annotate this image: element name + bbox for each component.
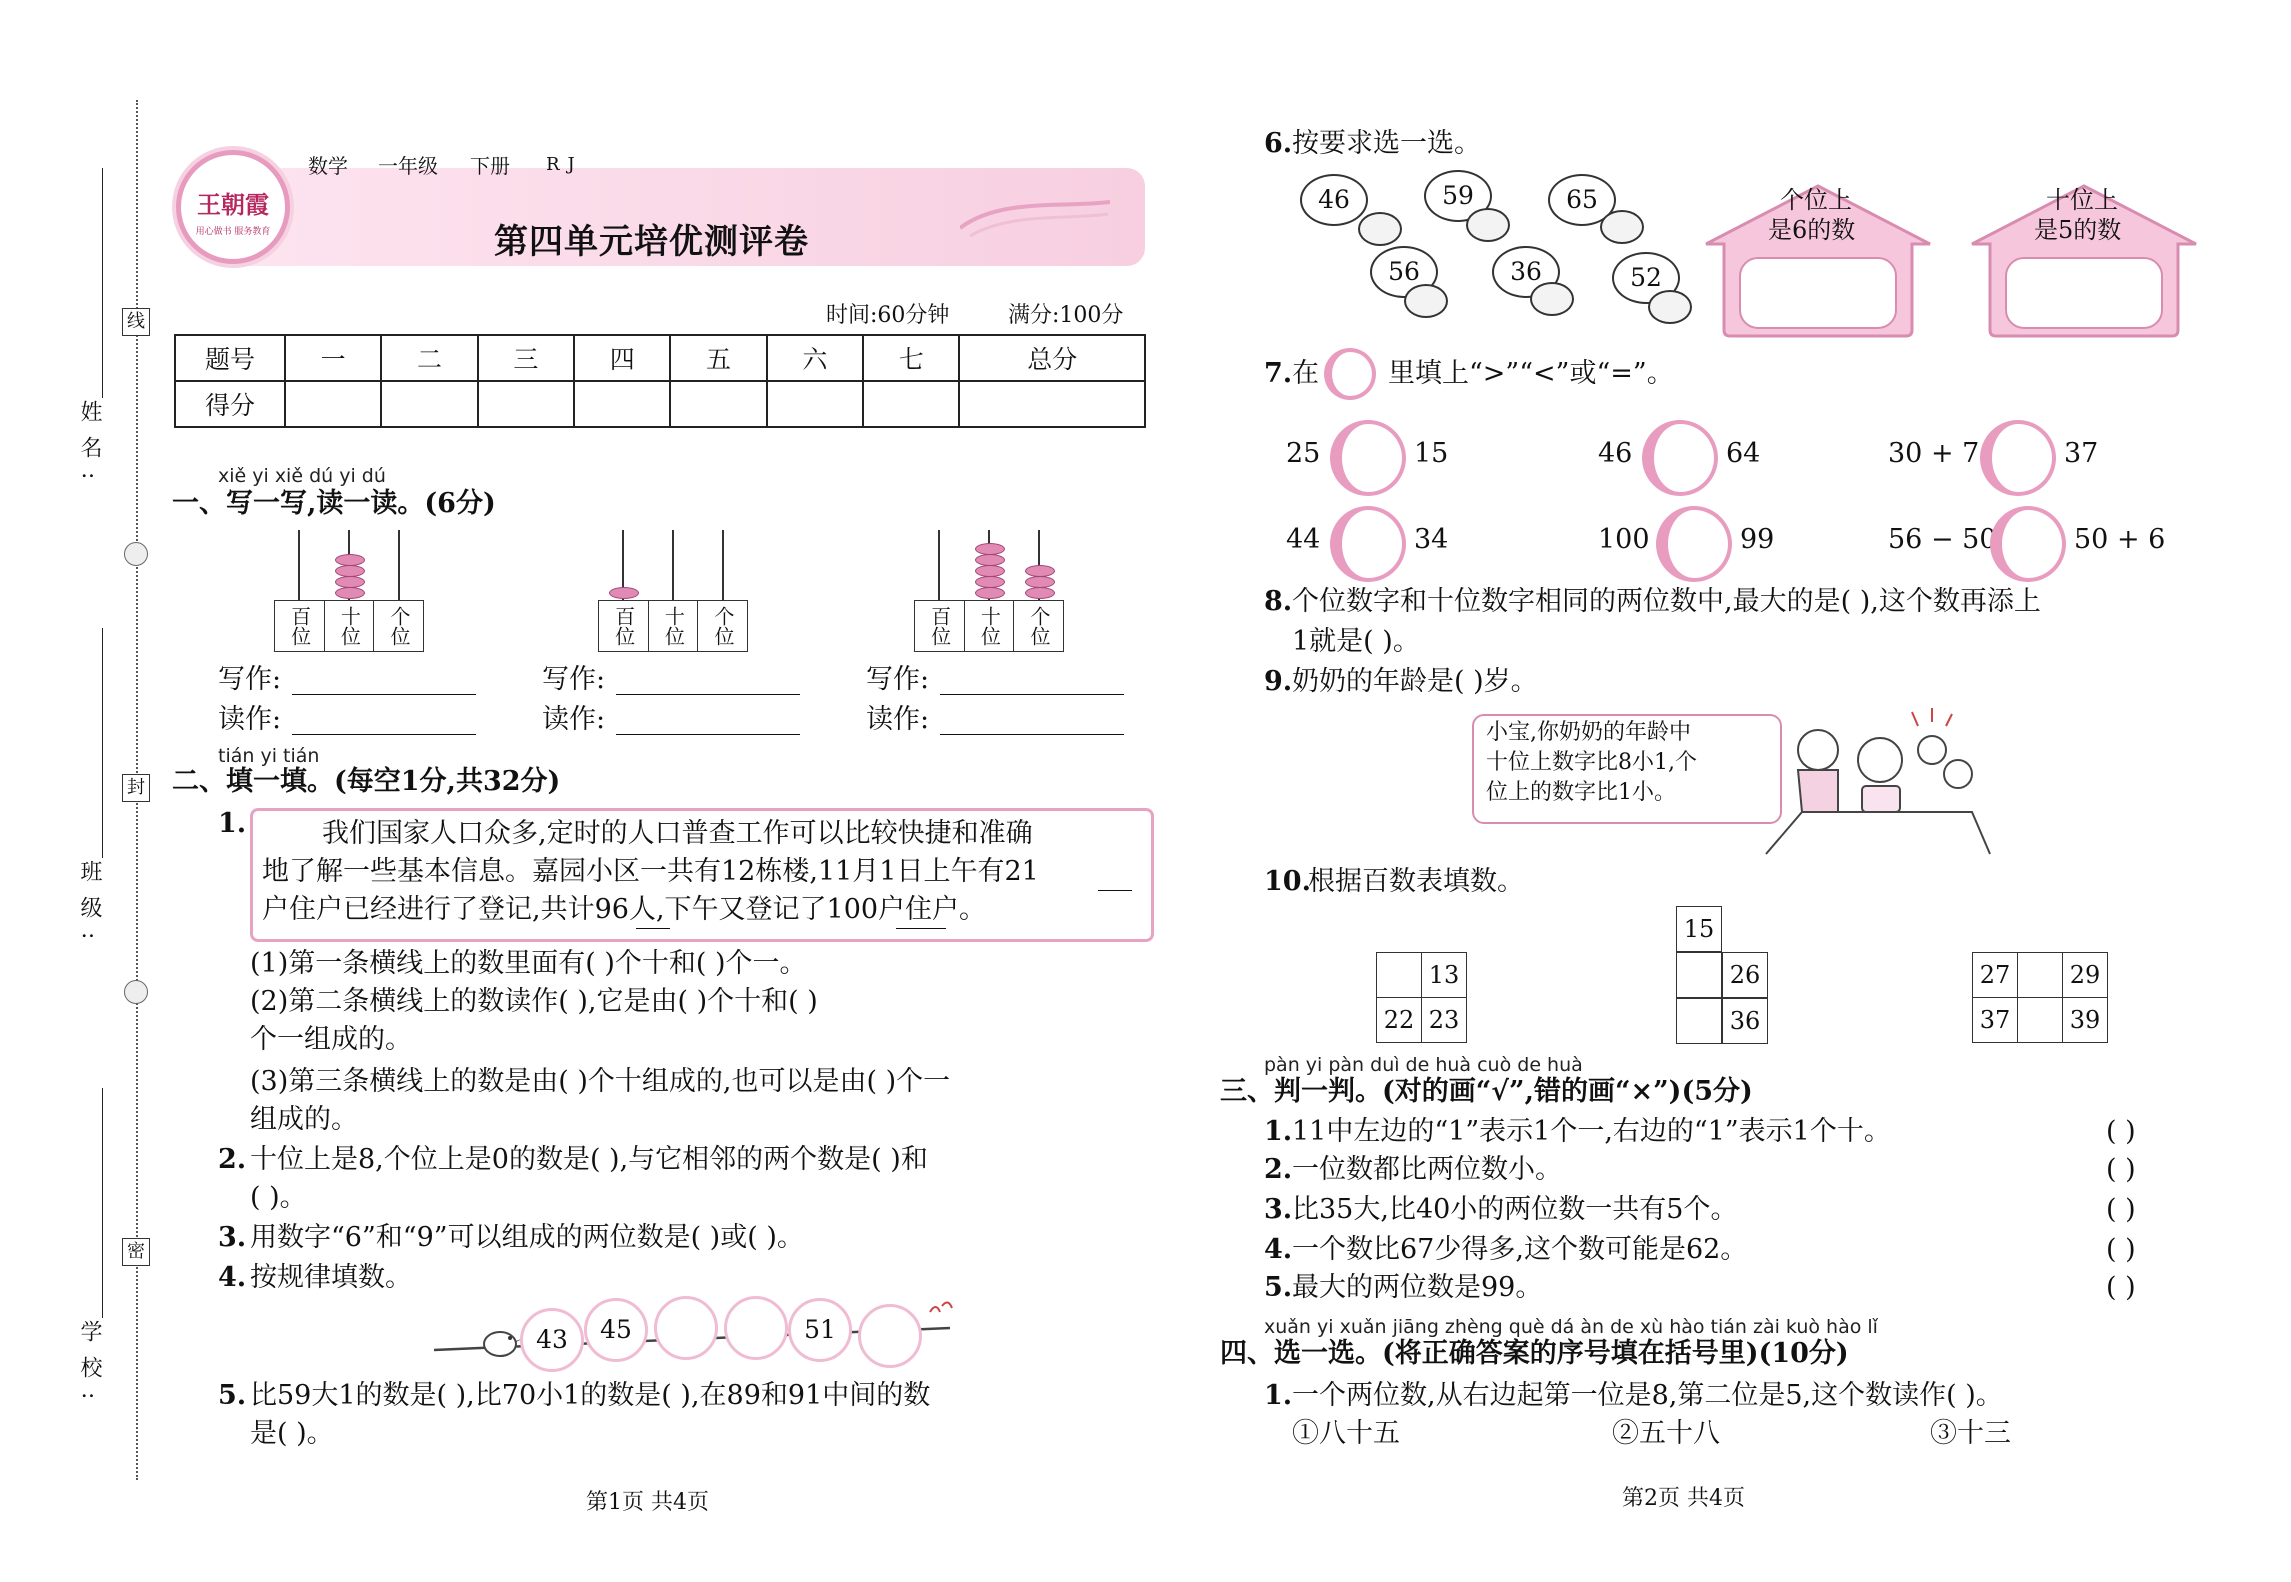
abacus-bead bbox=[975, 587, 1005, 599]
place-hundreds: 百位 bbox=[275, 601, 325, 651]
read-label-2: 读作: bbox=[542, 704, 606, 735]
compare-left: 100 bbox=[1598, 524, 1650, 555]
binding-line-mark: 线 bbox=[122, 308, 150, 336]
place-ones: 个位 bbox=[387, 606, 412, 646]
score-table-header-row bbox=[175, 335, 1145, 381]
place-tens: 十位 bbox=[965, 601, 1015, 651]
ant-number: 52 bbox=[1630, 263, 1662, 292]
grid-cell-blank[interactable] bbox=[2018, 953, 2063, 998]
judge-statement: 一个数比67少得多,这个数可能是62。 bbox=[1292, 1234, 1748, 1265]
section4-title: 四、选一选。(将正确答案的序号填在括号里)(10分) bbox=[1220, 1338, 1849, 1369]
score-input-cell[interactable] bbox=[959, 381, 1145, 427]
judge-number: 4. bbox=[1264, 1234, 1293, 1265]
brand-name: 王朝霞 bbox=[197, 190, 269, 219]
speech-line-2: 十位上数字比8小1,个 bbox=[1486, 750, 1697, 775]
house-2-line-2: 是5的数 bbox=[2034, 216, 2122, 244]
ant-body bbox=[1466, 208, 1510, 242]
compare-right: 50 + 6 bbox=[2074, 524, 2166, 555]
underline-21 bbox=[1098, 890, 1132, 891]
ant-body bbox=[1358, 212, 1402, 246]
sequence-value: 51 bbox=[804, 1315, 836, 1344]
ant-number: 59 bbox=[1442, 181, 1474, 210]
q3-text: 用数字“6”和“9”可以组成的两位数是( )或( )。 bbox=[250, 1222, 804, 1253]
place-tens: 十位 bbox=[649, 601, 699, 651]
q2-text: 十位上是8,个位上是0的数是( ),与它相邻的两个数是( )和 bbox=[250, 1144, 928, 1175]
judge-statement: 最大的两位数是99。 bbox=[1292, 1272, 1543, 1303]
sequence-bubble-4[interactable] bbox=[724, 1296, 788, 1360]
compare-moon-slot[interactable] bbox=[1330, 506, 1406, 582]
q6-text: 按要求选一选。 bbox=[1292, 128, 1481, 159]
section3-title: 三、判一判。(对的画“√”,错的画“×”)(5分) bbox=[1220, 1076, 1753, 1107]
write-label-2: 写作: bbox=[542, 664, 606, 695]
score-cell: 题号 bbox=[175, 335, 285, 381]
score-input-cell[interactable] bbox=[863, 381, 959, 427]
write-label-3: 写作: bbox=[866, 664, 930, 695]
score-cell: 七 bbox=[863, 335, 959, 381]
ant-body bbox=[1600, 210, 1644, 244]
question-number: 9. bbox=[1264, 666, 1293, 697]
place-ones: 个位 bbox=[711, 606, 736, 646]
sequence-bubble-1 bbox=[520, 1308, 584, 1372]
score-cell: 二 bbox=[381, 335, 477, 381]
binding-name-label: 姓名: bbox=[77, 400, 102, 494]
full-score: 满分:100分 bbox=[1008, 303, 1124, 328]
q9-text: 奶奶的年龄是( )岁。 bbox=[1292, 666, 1538, 697]
hundreds-grid-2 bbox=[1676, 906, 1768, 1044]
score-table-score-row bbox=[175, 381, 1145, 427]
hundreds-grid-3 bbox=[1972, 952, 2108, 1043]
underline-100 bbox=[896, 928, 946, 929]
abacus-bead bbox=[335, 587, 365, 599]
question-number: 7. bbox=[1264, 358, 1293, 389]
binding-class-label: 班级: bbox=[77, 860, 102, 954]
score-cell: 六 bbox=[767, 335, 863, 381]
judge-answer-paren[interactable]: ( ) bbox=[2106, 1234, 2136, 1265]
question-number: 8. bbox=[1264, 586, 1293, 617]
read-answer-line-3[interactable] bbox=[940, 734, 1124, 735]
score-row-label: 得分 bbox=[175, 381, 285, 427]
s4-q1-text: 一个两位数,从右边起第一位是8,第二位是5,这个数读作( )。 bbox=[1292, 1380, 2003, 1411]
judge-number: 2. bbox=[1264, 1154, 1293, 1185]
compare-left: 46 bbox=[1598, 438, 1633, 469]
grid-cell: 26 bbox=[1722, 952, 1768, 998]
page-footer-1: 第1页 共4页 bbox=[586, 1490, 709, 1515]
question-number: 5. bbox=[218, 1380, 247, 1411]
subject-label: 数学 bbox=[308, 154, 348, 178]
house-1-line-1: 个位上 bbox=[1780, 186, 1852, 214]
score-input-cell[interactable] bbox=[285, 381, 381, 427]
grid-cell: 27 bbox=[1973, 953, 2018, 998]
q8-text: 个位数字和十位数字相同的两位数中,最大的是( ),这个数再添上 bbox=[1292, 586, 2041, 617]
section3-pinyin: pàn yi pàn duì de huà cuò de huà bbox=[1264, 1054, 1583, 1076]
score-table bbox=[174, 334, 1146, 428]
compare-moon-slot[interactable] bbox=[1330, 420, 1406, 496]
page-footer-2: 第2页 共4页 bbox=[1622, 1486, 1745, 1511]
score-input-cell[interactable] bbox=[767, 381, 863, 427]
score-cell: 总分 bbox=[959, 335, 1145, 381]
judge-statement: 一位数都比两位数小。 bbox=[1292, 1154, 1562, 1185]
q1-sub1: (1)第一条横线上的数里面有( )个十和( )个一。 bbox=[250, 948, 807, 979]
term-label: 下册 bbox=[470, 154, 510, 178]
question-number: 2. bbox=[218, 1144, 247, 1175]
edition-label: RJ bbox=[546, 154, 583, 175]
ant-body bbox=[1530, 282, 1574, 316]
brand-logo bbox=[176, 150, 290, 264]
compare-right: 37 bbox=[2064, 438, 2099, 469]
section2-pinyin: tián yi tián bbox=[218, 745, 320, 767]
abacus-1 bbox=[274, 530, 424, 652]
grid-cell-blank[interactable] bbox=[1377, 953, 1422, 998]
compare-right: 34 bbox=[1414, 524, 1449, 555]
place-hundreds: 百位 bbox=[599, 601, 649, 651]
speech-line-3: 位上的数字比1小。 bbox=[1486, 780, 1676, 805]
q1-sub3-cont: 组成的。 bbox=[250, 1104, 358, 1135]
compare-moon-slot[interactable] bbox=[1980, 420, 2056, 496]
judge-answer-paren[interactable]: ( ) bbox=[2106, 1116, 2136, 1147]
binding-circle-1 bbox=[124, 542, 148, 566]
grid-cell-blank[interactable] bbox=[1676, 998, 1722, 1044]
house-1-line-2: 是6的数 bbox=[1768, 216, 1856, 244]
ant-card bbox=[1300, 174, 1368, 226]
q2-text-cont: ( )。 bbox=[250, 1182, 307, 1213]
read-answer-line-1[interactable] bbox=[292, 734, 476, 735]
grid-cell-blank[interactable] bbox=[1676, 952, 1722, 998]
judge-statement: 比35大,比40小的两位数一共有5个。 bbox=[1292, 1194, 1738, 1225]
grid-cell: 13 bbox=[1422, 953, 1467, 998]
hundreds-grid-1 bbox=[1376, 952, 1467, 1043]
compare-right: 99 bbox=[1740, 524, 1775, 555]
option-2[interactable]: ②五十八 bbox=[1612, 1418, 1720, 1449]
binding-dense-mark: 密 bbox=[122, 1238, 150, 1266]
q1-sub2-cont: 个一组成的。 bbox=[250, 1024, 412, 1055]
q4-text: 按规律填数。 bbox=[250, 1262, 412, 1293]
score-input-cell[interactable] bbox=[670, 381, 766, 427]
q5-text: 比59大1的数是( ),比70小1的数是( ),在89和91中间的数 bbox=[250, 1380, 931, 1411]
place-hundreds: 百位 bbox=[915, 601, 965, 651]
binding-name-line bbox=[102, 168, 103, 398]
judge-number: 3. bbox=[1264, 1194, 1293, 1225]
ant-body bbox=[1648, 290, 1692, 324]
question-number: 3. bbox=[218, 1222, 247, 1253]
compare-right: 64 bbox=[1726, 438, 1761, 469]
house-2-answer-area[interactable] bbox=[2008, 260, 2160, 326]
grid-cell: 23 bbox=[1422, 998, 1467, 1043]
abacus-3 bbox=[914, 530, 1064, 652]
write-answer-line-2[interactable] bbox=[616, 694, 800, 695]
question-number: 6. bbox=[1264, 128, 1293, 159]
compare-left: 30 + 7 bbox=[1888, 438, 1980, 469]
sequence-bubble-3[interactable] bbox=[654, 1296, 718, 1360]
binding-class-line bbox=[102, 628, 103, 858]
ant-number: 46 bbox=[1318, 185, 1350, 214]
section4-pinyin: xuǎn yi xuǎn jiāng zhèng què dá àn de xù hào tián zài kuò hào lǐ bbox=[1264, 1316, 1878, 1338]
judge-statement: 11中左边的“1”表示1个一,右边的“1”表示1个十。 bbox=[1292, 1116, 1891, 1147]
banner-swoosh-decoration bbox=[960, 198, 1110, 242]
score-cell: 三 bbox=[478, 335, 574, 381]
grid-cell: 29 bbox=[2063, 953, 2108, 998]
write-label-1: 写作: bbox=[218, 664, 282, 695]
compare-right: 15 bbox=[1414, 438, 1449, 469]
compare-left: 56 − 50 bbox=[1888, 524, 1997, 555]
abacus-bead bbox=[1025, 587, 1055, 599]
brand-tagline: 用心做书 服务教育 bbox=[195, 227, 271, 237]
grid-cell: 22 bbox=[1377, 998, 1422, 1043]
question-number: 1. bbox=[218, 808, 247, 839]
score-cell: 一 bbox=[285, 335, 381, 381]
read-label-3: 读作: bbox=[866, 704, 930, 735]
place-tens: 十位 bbox=[325, 601, 375, 651]
compare-moon-slot[interactable] bbox=[1990, 506, 2066, 582]
grade-label: 一年级 bbox=[378, 154, 438, 178]
q8-text-cont: 1就是( )。 bbox=[1292, 626, 1420, 657]
question-number: 1. bbox=[1264, 1380, 1293, 1411]
grid-cell: 36 bbox=[1722, 998, 1768, 1044]
sequence-value: 45 bbox=[600, 1315, 632, 1344]
read-answer-line-2[interactable] bbox=[616, 734, 800, 735]
compare-left: 44 bbox=[1286, 524, 1321, 555]
grid-cell: 37 bbox=[1973, 998, 2018, 1043]
grid-cell: 39 bbox=[2063, 998, 2108, 1043]
family-birthday-illustration bbox=[1762, 704, 1992, 856]
write-answer-line-1[interactable] bbox=[292, 694, 476, 695]
judge-answer-paren[interactable]: ( ) bbox=[2106, 1272, 2136, 1303]
speech-line-1: 小宝,你奶奶的年龄中 bbox=[1486, 720, 1691, 745]
section1-title: 一、写一写,读一读。(6分) bbox=[172, 488, 496, 519]
score-input-cell[interactable] bbox=[478, 381, 574, 427]
score-input-cell[interactable] bbox=[574, 381, 670, 427]
compare-moon-slot[interactable] bbox=[1656, 506, 1732, 582]
sequence-bubble-6[interactable] bbox=[858, 1304, 922, 1368]
ant-number: 65 bbox=[1566, 185, 1598, 214]
read-label-1: 读作: bbox=[218, 704, 282, 735]
write-answer-line-3[interactable] bbox=[940, 694, 1124, 695]
ant-body bbox=[1404, 284, 1448, 318]
abacus-bead bbox=[609, 587, 639, 599]
abacus-2 bbox=[598, 530, 748, 652]
q1-sub3: (3)第三条横线上的数是由( )个十组成的,也可以是由( )个一 bbox=[250, 1066, 951, 1097]
judge-answer-paren[interactable]: ( ) bbox=[2106, 1154, 2136, 1185]
option-1[interactable]: ①八十五 bbox=[1292, 1418, 1400, 1449]
question-number: 10. bbox=[1264, 866, 1311, 897]
place-ones: 个位 bbox=[1027, 606, 1052, 646]
q1-sub2: (2)第二条横线上的数读作( ),它是由( )个十和( ) bbox=[250, 986, 818, 1017]
q7-text-a: 在 bbox=[1292, 358, 1319, 389]
score-cell: 五 bbox=[670, 335, 766, 381]
binding-school-label: 学校: bbox=[77, 1320, 102, 1414]
ant-number: 36 bbox=[1510, 257, 1542, 286]
score-input-cell[interactable] bbox=[381, 381, 477, 427]
passage-line-3: 户住户已经进行了登记,共计96人,下午又登记了100户住户。 bbox=[262, 894, 987, 925]
page-title: 第四单元培优测评卷 bbox=[494, 222, 809, 262]
option-3[interactable]: ③十三 bbox=[1930, 1418, 2011, 1449]
judge-number: 5. bbox=[1264, 1272, 1293, 1303]
q5-text-cont: 是( )。 bbox=[250, 1418, 334, 1449]
grid-cell-blank[interactable] bbox=[2018, 998, 2063, 1043]
sequence-bubble-2 bbox=[584, 1298, 648, 1362]
sequence-value: 43 bbox=[536, 1325, 568, 1354]
binding-seal-mark: 封 bbox=[122, 774, 150, 802]
house-2-line-1: 十位上 bbox=[2046, 186, 2118, 214]
section1-pinyin: xiě yi xiě dú yi dú bbox=[218, 465, 386, 487]
grid-cell: 15 bbox=[1676, 906, 1722, 952]
passage-line-1: 我们国家人口众多,定时的人口普查工作可以比较快捷和准确 bbox=[322, 818, 1033, 849]
binding-circle-2 bbox=[124, 980, 148, 1004]
question-number: 4. bbox=[218, 1262, 247, 1293]
time-limit: 时间:60分钟 bbox=[826, 303, 950, 328]
binding-school-line bbox=[102, 1088, 103, 1318]
section2-title: 二、填一填。(每空1分,共32分) bbox=[172, 766, 561, 797]
passage-line-2: 地了解一些基本信息。嘉园小区一共有12栋楼,11月1日上午有21 bbox=[262, 856, 1039, 887]
moon-icon bbox=[1324, 348, 1376, 400]
judge-answer-paren[interactable]: ( ) bbox=[2106, 1194, 2136, 1225]
judge-number: 1. bbox=[1264, 1116, 1293, 1147]
compare-left: 25 bbox=[1286, 438, 1321, 469]
score-cell: 四 bbox=[574, 335, 670, 381]
sequence-bubble-5 bbox=[788, 1298, 852, 1362]
q7-text-b: 里填上“>”“<”或“=”。 bbox=[1388, 358, 1674, 389]
compare-moon-slot[interactable] bbox=[1642, 420, 1718, 496]
house-1-answer-area[interactable] bbox=[1742, 260, 1894, 326]
underline-96 bbox=[636, 928, 670, 929]
q10-text: 根据百数表填数。 bbox=[1308, 866, 1524, 897]
ant-number: 56 bbox=[1388, 257, 1420, 286]
